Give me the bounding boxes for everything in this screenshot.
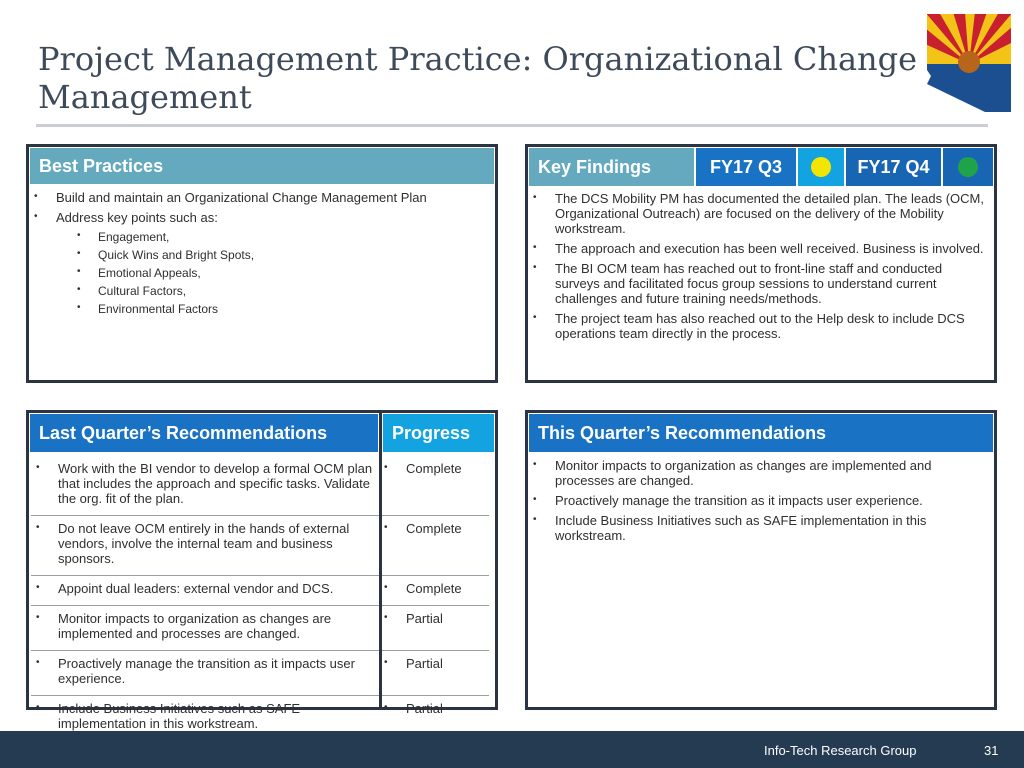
this-quarter-list: [528, 458, 984, 543]
key-findings-panel: [525, 144, 997, 383]
progress-header: Progress: [382, 413, 495, 453]
table-row: [31, 576, 489, 606]
table-row: [31, 456, 489, 516]
progress-status: • Partial: [379, 656, 489, 671]
table-row: [31, 516, 489, 576]
key-findings-header-bar: [528, 147, 994, 187]
recommendation-text: • Do not leave OCM entirely in the hands of external vendors, involve the internal team and business sponsors.: [31, 521, 379, 566]
list-item: • Cultural Factors,: [29, 284, 495, 298]
progress-status: • Partial: [379, 701, 489, 716]
table-row: [31, 606, 489, 651]
progress-status: • Complete: [379, 521, 489, 536]
recommendation-text: • Appoint dual leaders: external vendor and DCS.: [31, 581, 379, 596]
list-item: • Emotional Appeals,: [29, 266, 495, 280]
best-practices-header: Best Practices: [29, 147, 495, 185]
q4-status-cell: [942, 147, 994, 187]
list-item: • Quick Wins and Bright Spots,: [29, 248, 495, 262]
last-quarter-header-bar: [29, 413, 495, 453]
key-findings-list: [528, 191, 984, 341]
recommendation-text: • Include Business Initiatives such as SAFE implementation in this workstream.: [31, 701, 379, 731]
list-item: • The BI OCM team has reached out to front-line staff and conducted surveys and facilitated focus group sessions to understand current challenges and future training needs/methods.: [528, 261, 984, 306]
list-item: • Proactively manage the transition as it impacts user experience.: [528, 493, 984, 508]
list-item: • Include Business Initiatives such as SAFE implementation in this workstream.: [528, 513, 984, 543]
list-item: • Build and maintain an Organizational Change Management Plan: [29, 190, 495, 205]
progress-status: • Complete: [379, 461, 489, 476]
progress-status: • Complete: [379, 581, 489, 596]
page-number: 31: [984, 743, 999, 758]
fy17-q3-label: FY17 Q3: [695, 147, 797, 187]
recommendation-text: • Monitor impacts to organization as changes are implemented and processes are changed.: [31, 611, 379, 641]
recommendation-text: • Work with the BI vendor to develop a formal OCM plan that includes the approach and specific tasks. Validate the org. fit of the plan.: [31, 461, 379, 506]
last-quarter-panel: [26, 410, 498, 731]
best-practices-panel: [26, 144, 498, 383]
list-item: • Environmental Factors: [29, 302, 495, 316]
title-divider: [36, 124, 988, 127]
list-item: • The project team has also reached out to the Help desk to include DCS operations team directly in the process.: [528, 311, 984, 341]
last-quarter-header: Last Quarter’s Recommendations: [29, 413, 379, 453]
footer-org: Info-Tech Research Group: [764, 743, 917, 758]
fy17-q4-label: FY17 Q4: [845, 147, 942, 187]
list-item: • The DCS Mobility PM has documented the detailed plan. The leads (OCM, Organizational Outreach) are focused on the delivery of the Mobility workstream.: [528, 191, 984, 236]
page-title: Project Management Practice: Organizational Change Management: [38, 40, 918, 116]
progress-status: • Partial: [379, 611, 489, 626]
recommendations-table: [29, 453, 495, 741]
q4-status-indicator: [958, 157, 978, 177]
recommendation-text: • Proactively manage the transition as it impacts user experience.: [31, 656, 379, 686]
best-practices-sublist: [29, 230, 495, 316]
list-item: • The approach and execution has been well received. Business is involved.: [528, 241, 984, 256]
q3-status-indicator: [811, 157, 831, 177]
arizona-flag-logo-icon: [925, 12, 1013, 114]
this-quarter-header: This Quarter’s Recommendations: [528, 413, 994, 453]
list-item: • Address key points such as:: [29, 210, 495, 225]
table-row: [31, 651, 489, 696]
list-item: • Monitor impacts to organization as changes are implemented and processes are changed.: [528, 458, 984, 488]
q3-status-cell: [797, 147, 845, 187]
footer-bar: [0, 731, 1024, 768]
best-practices-list: [29, 190, 495, 225]
list-item: • Engagement,: [29, 230, 495, 244]
key-findings-header: Key Findings: [528, 147, 695, 187]
this-quarter-panel: [525, 410, 997, 710]
